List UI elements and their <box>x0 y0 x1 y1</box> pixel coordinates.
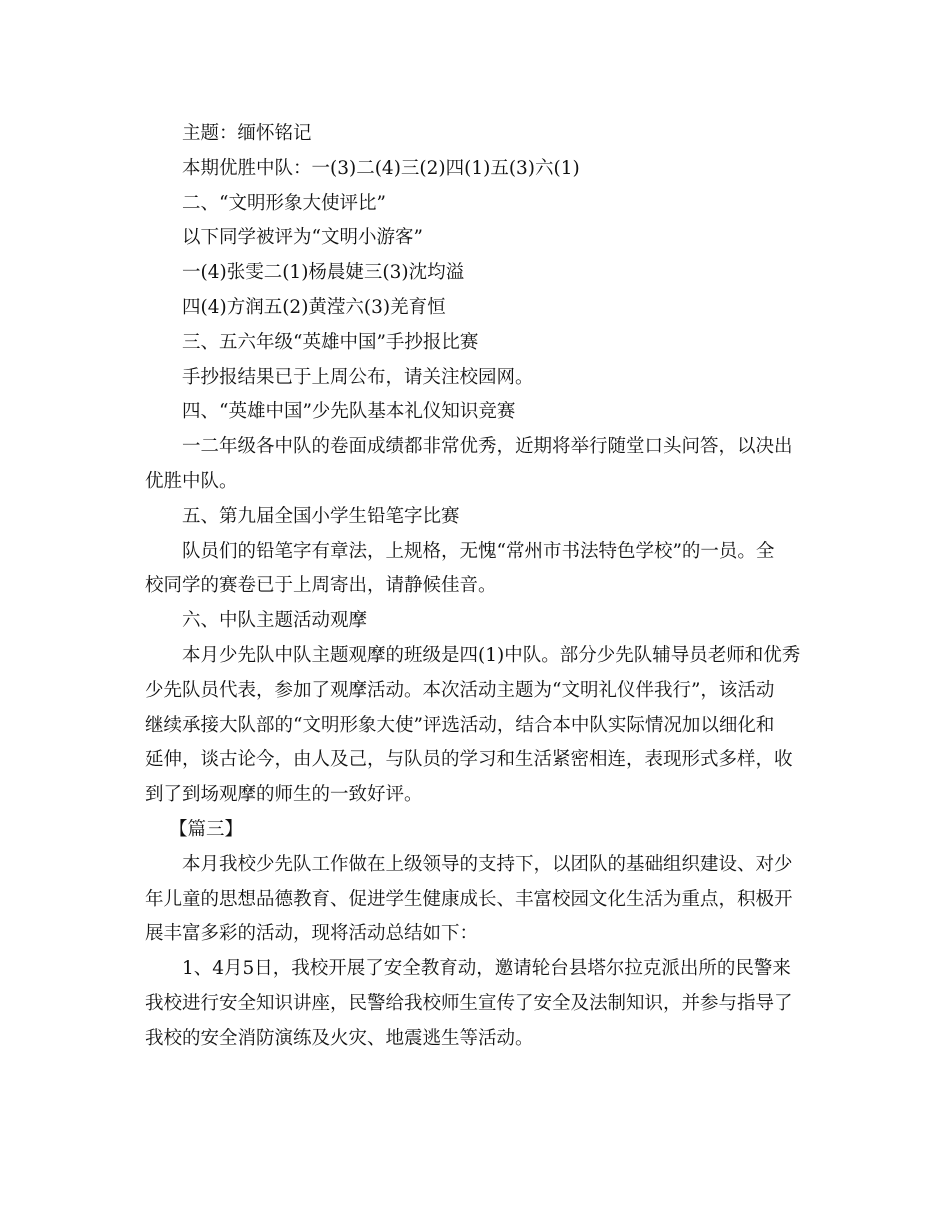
paragraph-line: 少先队员代表，参加了观摩活动。本次活动主题为“文明礼仪伴我行”，该活动 <box>145 679 775 701</box>
awardees-intro-line: 以下同学被评为“文明小游客” <box>182 227 423 249</box>
paragraph-line: 我校进行安全知识讲座，民警给我校师生宣传了安全及法制知识，并参与指导了 <box>145 992 793 1014</box>
awardees-line-2: 四(4)方润五(2)黄滢六(3)羌育恒 <box>182 296 446 318</box>
paragraph-line: 继续承接大队部的“文明形象大使”评选活动，结合本中队实际情况加以细化和 <box>145 714 775 736</box>
winning-squads-line: 本期优胜中队：一(3)二(4)三(2)四(1)五(3)六(1) <box>182 157 580 179</box>
section-heading-3: 三、五六年级“英雄中国”手抄报比赛 <box>182 331 479 353</box>
paragraph-line: 本月少先队中队主题观摩的班级是四(1)中队。部分少先队辅导员老师和优秀 <box>182 644 801 666</box>
paragraph-line: 展丰富多彩的活动，现将活动总结如下： <box>145 923 479 945</box>
section-heading-4: 四、“英雄中国”少先队基本礼仪知识竞赛 <box>182 401 516 423</box>
paragraph-line: 到了到场观摩的师生的一致好评。 <box>145 784 423 806</box>
paragraph-line: 队员们的铅笔字有章法，上规格，无愧“常州市书法特色学校”的一员。全 <box>182 540 775 562</box>
awardees-line-1: 一(4)张雯二(1)杨晨婕三(3)沈均溢 <box>182 262 465 284</box>
section-heading-2: 二、“文明形象大使评比” <box>182 192 386 214</box>
document-body <box>145 117 810 1057</box>
paragraph-line: 我校的安全消防演练及火灾、地震逃生等活动。 <box>145 1027 534 1049</box>
theme-line: 主题：缅怀铭记 <box>182 123 312 144</box>
paragraph-line: 1、4月5日，我校开展了安全教育动，邀请轮台县塔尔拉克派出所的民警来 <box>182 958 791 980</box>
paragraph-line: 延伸，谈古论今，由人及己，与队员的学习和生活紧密相连，表现形式多样，收 <box>145 749 793 771</box>
section-heading-6: 六、中队主题活动观摩 <box>182 610 368 632</box>
paragraph-line: 校同学的赛卷已于上周寄出，请静候佳音。 <box>145 575 497 597</box>
paragraph-line: 本月我校少先队工作做在上级领导的支持下，以团队的基础组织建设、对少 <box>182 853 793 875</box>
paragraph-line: 一二年级各中队的卷面成绩都非常优秀，近期将举行随堂口头问答，以决出 <box>182 436 793 458</box>
section-heading-5: 五、第九届全国小学生铅笔字比赛 <box>182 505 460 527</box>
chapter-heading: 【篇三】 <box>169 818 244 840</box>
handwritten-paper-result-line: 手抄报结果已于上周公布，请关注校园网。 <box>182 366 534 388</box>
paragraph-line: 优胜中队。 <box>145 470 238 492</box>
paragraph-line: 年儿童的思想品德教育、促进学生健康成长、丰富校园文化生活为重点，积极开 <box>145 888 793 910</box>
